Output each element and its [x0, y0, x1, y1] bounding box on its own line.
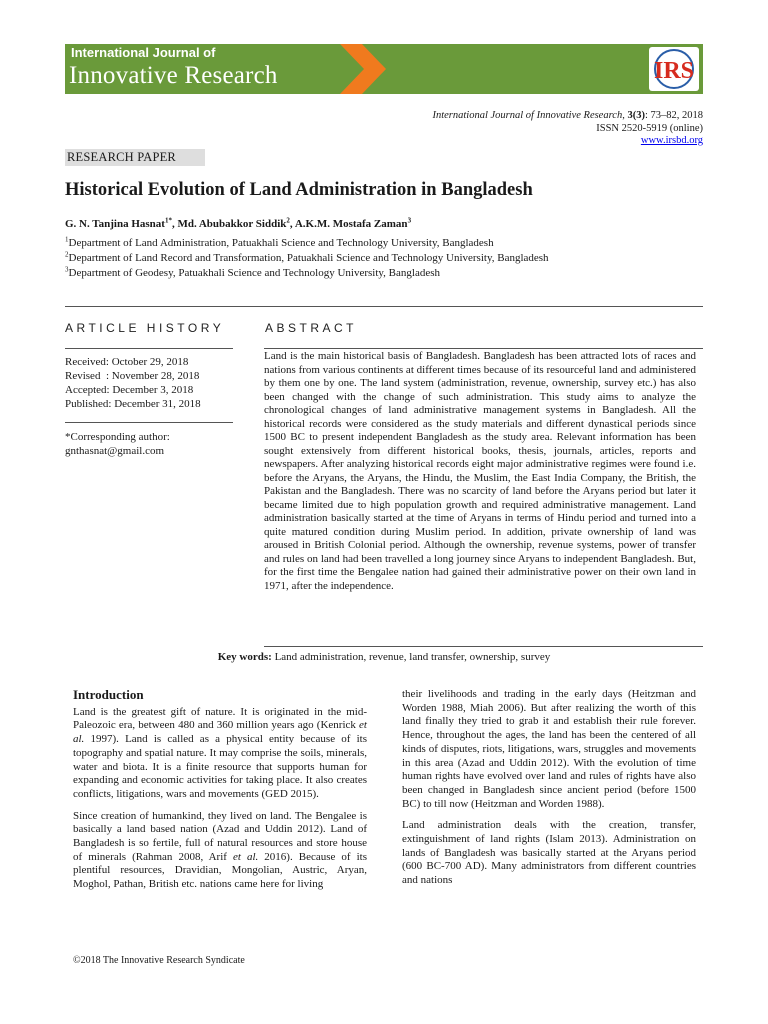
citation-issue: (3) — [632, 110, 645, 121]
chevron-arrow-icon — [340, 44, 400, 94]
body-column-left — [73, 688, 367, 900]
affiliation-list — [65, 236, 549, 281]
journal-banner — [65, 44, 703, 94]
article-history-heading: ARTICLE HISTORY — [65, 321, 225, 335]
history-rule — [65, 348, 233, 349]
paragraph: Since creation of humankind, they lived on land. The Bengalee is basically a land based nation (Azad and Uddin 2012). Land of Bangladesh is so fertile, full of natural resources and store house of minerals (Rahman 2008, Arif et al. 2016). Because of its plentiful resources, Dravidian, Mongolian, Austric, Aryan, Moghol, Pathan, British etc. nations came here for living — [73, 809, 367, 891]
journal-url-link[interactable]: www.irsbd.org — [640, 135, 703, 146]
revised-date: Revised : November 28, 2018 — [65, 370, 200, 382]
affiliation: $^1$Department of Land Administration, Patuakhali Science and Technology University, Bangladesh — [65, 235, 494, 249]
corresponding-author — [65, 430, 170, 458]
author-name: A.K.M. Mostafa Zaman — [294, 218, 408, 230]
citation-pages: : 73–82, 2018 — [644, 110, 703, 121]
citation-block: International Journal of Innovative Research, 3(3): 73–82, 2018 ISSN 2520-5919 (online) www.irsbd.org — [432, 110, 703, 146]
body-column-right — [402, 688, 696, 896]
banner-line2: Innovative Research — [69, 62, 278, 89]
published-date: Published: December 31, 2018 — [65, 398, 201, 410]
keywords-text: Land administration, revenue, land transfer, ownership, survey — [271, 651, 551, 663]
section-divider — [65, 306, 703, 307]
author-list: G. N. Tanjina Hasnat$^{1*}$, Md. Abubakkor Siddik$^2$, A.K.M. Mostafa Zaman$^3$ — [65, 216, 412, 230]
banner-line1: International Journal of — [71, 45, 216, 60]
affiliation: $^3$Department of Geodesy, Patuakhali Science and Technology University, Bangladesh — [65, 265, 440, 279]
author-name: Md. Abubakkor Siddik — [177, 218, 287, 230]
paper-title: Historical Evolution of Land Administration in Bangladesh — [65, 180, 533, 200]
citation-journal: International Journal of Innovative Research — [432, 110, 623, 121]
received-date: Received: October 29, 2018 — [65, 356, 189, 368]
history-divider — [65, 422, 233, 423]
irs-logo-icon — [649, 47, 699, 91]
paragraph: Land is the greatest gift of nature. It is originated in the mid-Paleozoic era, between 480 and 360 million years ago (Kenrick et al. 1997). Land is called as a physical entity because of its topography and spatial nature. It may comprise the soils, minerals, water and biota. It is a finite resource that supports human for expanding and economic activities for taking place. It also creates conflicts, litigations, wars and movements (GED 2015). — [73, 705, 367, 800]
footer-copyright: ©2018 The Innovative Research Syndicate — [73, 955, 245, 966]
affiliation: $^2$Department of Land Record and Transformation, Patuakhali Science and Technology University, Bangladesh — [65, 250, 549, 264]
abstract-heading: ABSTRACT — [265, 321, 358, 335]
citation-issn: ISSN 2520-5919 (online) — [596, 122, 703, 134]
corresponding-email: gnthasnat@gmail.com — [65, 445, 165, 457]
keywords-label: Key words: — [217, 651, 272, 663]
paragraph: Land administration deals with the creation, transfer, extinguishment of land rights (Islam 2013). Administration on lands of Bangladesh was basically started at the Aryans period (600 BC-700 AD). Many administrators from different countries and nations — [402, 819, 696, 887]
accepted-date: Accepted: December 3, 2018 — [65, 384, 194, 396]
author-name: G. N. Tanjina Hasnat — [65, 218, 165, 230]
section-heading: Introduction — [73, 687, 144, 702]
paragraph: their livelihoods and trading in the early days (Heitzman and Worden 1988, Miah 2006). But after realizing the worth of this land finally they tried to grab it and establish their rule forever. Hence, throughout the ages, the land has been the centered of all kinds of disputes, riots, litigations, wars, struggles and movements in this area (Azad and Uddin 2012). With the evolution of time human rights have evolved over land and rules of rights have also been changed in Bangladesh since ancient period (before 1500 BC) to till now (Heitzman and Worden 1988). — [402, 688, 696, 810]
keywords — [0, 651, 768, 663]
citation-volume: 3 — [627, 110, 633, 121]
article-type-tag: RESEARCH PAPER — [65, 149, 205, 166]
abstract-text: Land is the main historical basis of Bangladesh. Bangladesh has been attracted lots of races and nations from various continents at different times because of its resourceful land and administered by them one by one. The land system (administration, revenue, ownership, survey etc.) has also been changed with the change of such administration. This study aims to analyze the chronological changes of land administrative management systems in Bangladesh. All the historical records were considered as the study materials and different dynastical periods since 1500 BC to present independent Bangladesh as the study area. Relevant information has been sought extensively from different historical books, thesis, journals, articles, reports and newspapers. After analyzing historical records eight major administrative regimes were found i.e. before the Aryans, the Aryans, the Hindu, the Muslim, the East India Company, the British, the Pakistan and the Bangladesh. There was no scarcity of land before the Aryans period but later it became limited due to high population growth and required administrative management. Land administration basically started at the time of Aryans in terms of Hindu period and turned into a quite matured condition during Muslim period. In addition, private ownership of land was aroused in British Colonial period. Although the ownership, revenue systems, power of transfer and rules on land had been travelled a long journey since Aryans to independent Bangladesh. But, for the first time the Bengalee nation had gained their administrative power on their own land in 1971, after the independence. — [264, 350, 696, 592]
article-history — [65, 355, 201, 411]
journal-logo — [649, 47, 699, 91]
abstract-rule — [264, 348, 703, 349]
abstract-bottom-rule — [264, 646, 703, 647]
corresponding-label: *Corresponding author: — [65, 431, 170, 443]
logo-text: IRS — [653, 58, 695, 84]
